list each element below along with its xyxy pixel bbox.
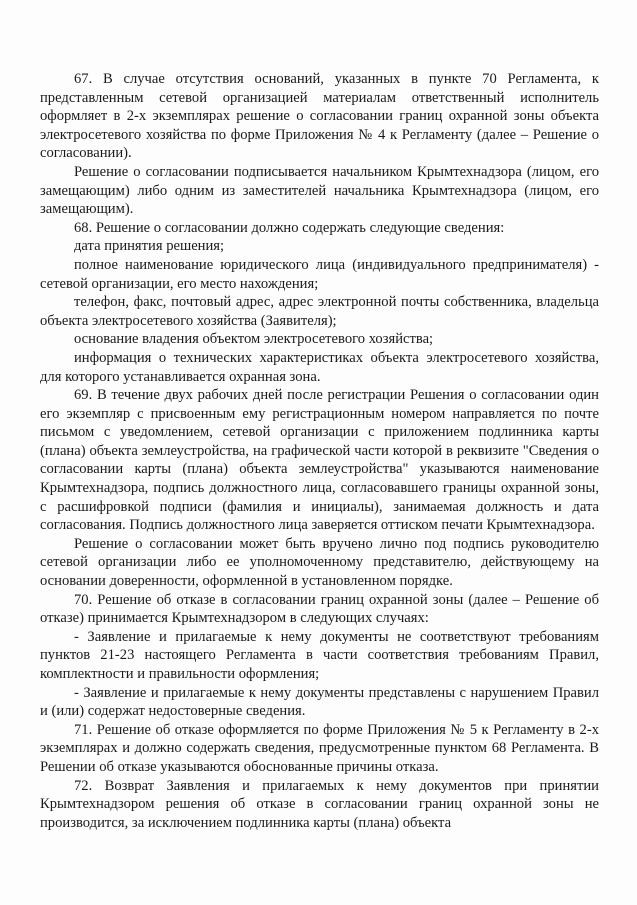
list-item-decision-date: дата принятия решения; <box>74 238 225 255</box>
list-item-refusal-reason-2: - Заявление и прилагаемые к нему документы представлены с нарушением Правил и (или) содержат недостоверные сведения. <box>40 684 599 720</box>
paragraph-68: 68. Решение о согласовании должно содержать следующие сведения: <box>74 219 505 236</box>
paragraph-72: 72. Возврат Заявления и прилагаемых к нему документов при принятии Крымтехнадзором решения об отказе в согласовании границ охранной зоны не производится, за исключением подлинника карты (плана) объекта <box>40 777 599 831</box>
paragraph-71: 71. Решение об отказе оформляется по форме Приложения № 5 к Регламенту в 2-х экземплярах и должно содержать сведения, предусмотренные пунктом 68 Регламента. В Решении об отказе указываются обоснованные причины отказа. <box>40 721 599 775</box>
paragraph-67-signature: Решение о согласовании подписывается начальником Крымтехнадзора (лицом, его замещающим) либо одним из заместителей начальника Крымтехнадзора (лицом, его замещающим). <box>40 163 599 218</box>
list-item-technical-info: информация о технических характеристиках объекта электросетевого хозяйства, для которого устанавливается охранная зона. <box>40 349 599 385</box>
paragraph-67: 67. В случае отсутствия оснований, указанных в пункте 70 Регламента, к представленным сетевой организацией материалам ответственный исполнитель оформляет в 2-х экземплярах решение о согласовании границ охранной зоны объекта электросетевого хозяйства по форме Приложения № 4 к Регламенту (далее – Решение о согласовании). <box>40 71 599 162</box>
paragraph-69-delivery: Решение о согласовании может быть вручено лично под подпись руководителю сетевой организации либо ее уполномоченному представителю, действующему на основании доверенности, оформленной в установленном порядке. <box>40 535 599 590</box>
list-item-contacts: телефон, факс, почтовый адрес, адрес электронной почты собственника, владельца объекта электросетевого хозяйства (Заявителя); <box>40 294 599 329</box>
list-item-ownership-basis: основание владения объектом электросетевого хозяйства; <box>74 331 434 348</box>
paragraph-69: 69. В течение двух рабочих дней после регистрации Решения о согласовании один его экземпляр с присвоенным ему регистрационным номером направляется по почте письмом с уведомлением, сетевой организации с приложением подлинника карты (плана) объекта землеустройства, на графической части которой в реквизите "Сведения о согласовании карты (плана) объекта землеустройства" указываются наименование Крымтехнадзора, подпись должностного лица, согласовавшего границы охранной зоны, с расшифровкой подписи (фамилия и инициалы), занимаемая должность и дата согласования. Подпись должностного лица заверяется оттиском печати Крымтехнадзора. <box>40 387 599 534</box>
list-item-legal-name: полное наименование юридического лица (индивидуального предпринимателя) - сетевой организации, его место нахождения; <box>40 256 599 292</box>
paragraph-70: 70. Решение об отказе в согласовании границ охранной зоны (далее – Решение об отказе) принимается Крымтехнадзором в следующих случаях: <box>40 591 599 627</box>
list-item-refusal-reason-1: - Заявление и прилагаемые к нему документы не соответствуют требованиям пунктов 21-23 настоящего Регламента в части соответствия требованиям Правил, комплектности и правильности оформления; <box>40 628 599 682</box>
